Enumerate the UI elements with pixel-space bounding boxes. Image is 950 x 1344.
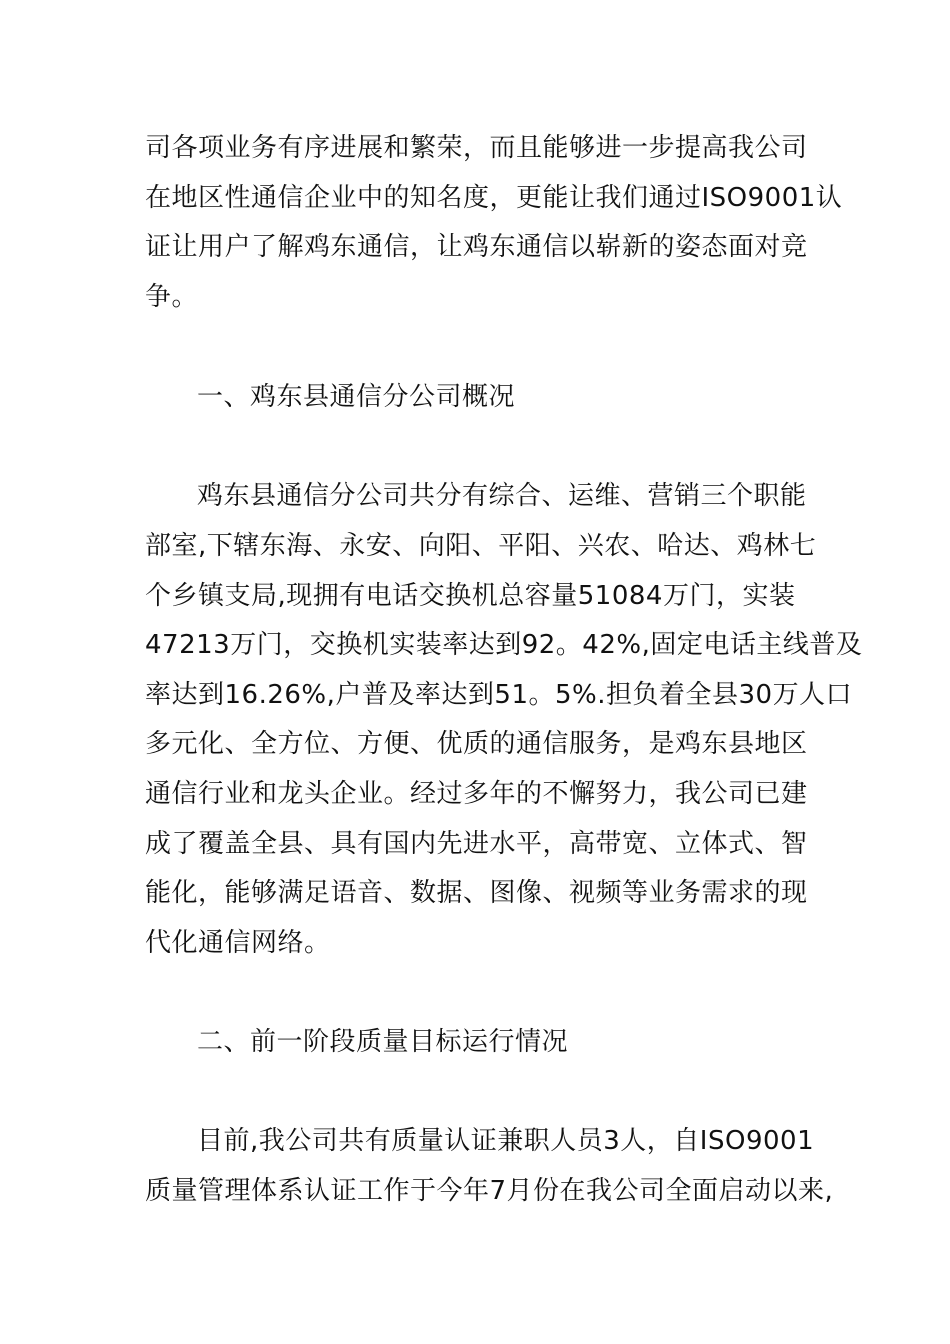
section1-line-2: 部室,下辖东海、永安、向阳、平阳、兴农、哈达、鸡林七 (145, 531, 817, 561)
intro-line-1: 司各项业务有序进展和繁荣，而且能够进一步提高我公司 (145, 133, 808, 163)
intro-line-2: 在地区性通信企业中的知名度，更能让我们通过ISO9001认 (145, 183, 843, 213)
section1-line-5: 率达到16.26%,户普及率达到51。5%.担负着全县30万人口 (145, 680, 853, 710)
section-heading-1: 一、鸡东县通信分公司概况 (197, 382, 516, 412)
section1-line-3: 个乡镇支局,现拥有电话交换机总容量51084万门，实装 (145, 581, 796, 611)
intro-line-4: 争。 (145, 282, 199, 312)
section2-line-1: 目前,我公司共有质量认证兼职人员3人，自ISO9001 (197, 1126, 815, 1156)
section1-line-4: 47213万门，交换机实装率达到92。42%,固定电话主线普及 (145, 630, 863, 660)
section1-line-9: 能化，能够满足语音、数据、图像、视频等业务需求的现 (145, 878, 808, 908)
section1-line-1: 鸡东县通信分公司共分有综合、运维、营销三个职能 (197, 481, 807, 511)
section1-line-7: 通信行业和龙头企业。经过多年的不懈努力，我公司已建 (145, 779, 808, 809)
section1-line-10: 代化通信网络。 (145, 928, 331, 958)
section1-line-8: 成了覆盖全县、具有国内先进水平，高带宽、立体式、智 (145, 829, 808, 859)
section-heading-2: 二、前一阶段质量目标运行情况 (197, 1027, 569, 1057)
section1-line-6: 多元化、全方位、方便、优质的通信服务，是鸡东县地区 (145, 729, 808, 759)
section2-line-2: 质量管理体系认证工作于今年7月份在我公司全面启动以来, (145, 1176, 834, 1206)
intro-line-3: 证让用户了解鸡东通信，让鸡东通信以崭新的姿态面对竞 (145, 232, 808, 262)
